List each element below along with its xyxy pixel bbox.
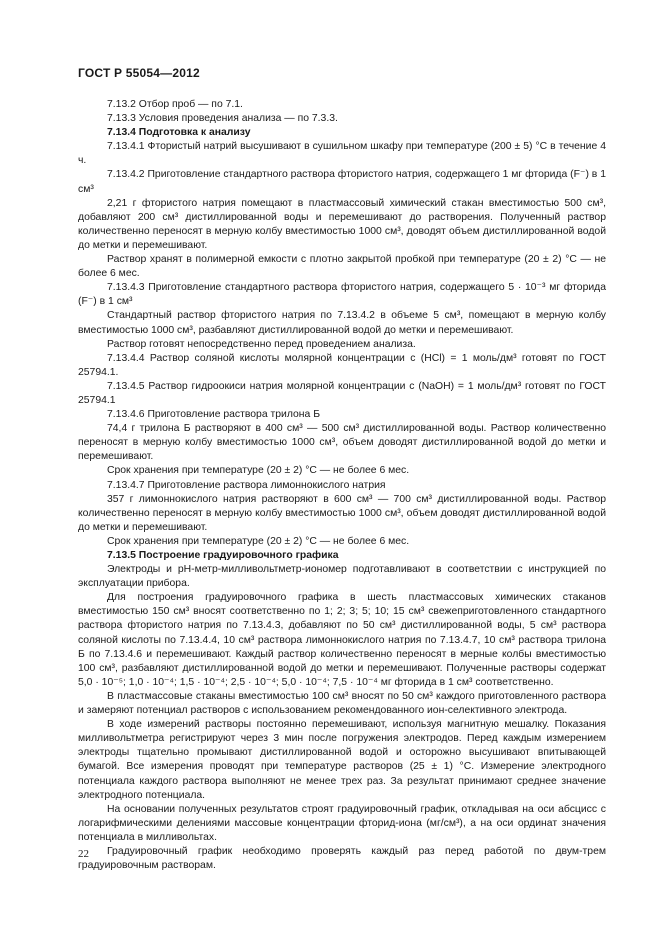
paragraph-7-13-4-1: 7.13.4.1 Фтористый натрий высушивают в сушильном шкафу при температуре (200 ± 5) °C в течение 4 ч. [78,141,606,167]
paragraph-storage-conditions: Раствор хранят в полимерной емкости с плотно закрытой пробкой при температуре (20 ± 2) °C — не более 6 мес. [78,254,606,280]
paragraph-calibration-solutions: Для построения градуировочного графика в шесть пластмассовых химических стаканов вместимостью 150 см³ вносят соответственно по 1; 2; 3; 5; 10; 15 см³ свежеприготовленного стандартного раствора фтористого натрия по 7.13.4.3, добавляют по 50 см³ дистиллированной воды, 5 см³ раствора соляной кислоты по 7.13.4.4, 10 см³ раствора лимоннокислого натрия по 7.13.4.7, 10 см³ раствора трилона Б по 7.13.4.6 и перемешивают. Каждый раствор количественно переносят в мерные колбы вместимостью 100 см³, разбавляют дистиллированной водой до метки и перемешивают. Полученные растворы содержат 5,0 · 10⁻⁵; 1,0 · 10⁻⁴; 1,5 · 10⁻⁴; 2,5 · 10⁻⁴; 5,0 · 10⁻⁴; 7,5 · 10⁻⁴ мг фторида в 1 см³ соответственно. [78,592,606,688]
page-number: 22 [78,848,89,860]
paragraph-standard-solution-prep: 2,21 г фтористого натрия помещают в пластмассовый химический стакан вместимостью 500 см³, добавляют 200 см³ дистиллированной воды и перемешивают до растворения. Полученный раствор количественно переносят в мерную колбу вместимостью 1000 см³, доводят объем дистиллированной водой до метки и перемешивают. [78,197,606,251]
paragraph-7-13-4-7: 7.13.4.7 Приготовление раствора лимоннокислого натрия [107,479,386,491]
paragraph-7-13-4-3: 7.13.4.3 Приготовление стандартного раствора фтористого натрия, содержащего 5 · 10⁻³ мг фторида (F⁻) в 1 см³ [78,282,606,308]
paragraph-citrate-storage: Срок хранения при температуре (20 ± 2) °C — не более 6 мес. [107,535,410,547]
section-heading-7-13-5: 7.13.5 Построение градуировочного графика [107,550,339,561]
paragraph-measurement-procedure: В ходе измерений растворы постоянно перемешивают, используя магнитную мешалку. Показания милливольтметра регистрируют через 3 мин после погружения электродов. Перед каждым измерением электроды тщательно промывают дистиллированной водой и осторожно высушивают впитывающей бумагой. Все измерения проводят при температуре растворов (25 ± 1) °C. Измерение электродного потенциала каждого раствора выполняют не менее трех раз. За результат принимают среднее значение электродного потенциала. [78,719,606,801]
paragraph-potential-measurement: В пластмассовые стаканы вместимостью 100 см³ вносят по 50 см³ каждого приготовленного раствора и замеряют потенциал растворов с использованием рекомендованного ион-селективного электрода. [78,690,606,717]
paragraph-7-13-3: 7.13.3 Условия проведения анализа — по 7.3.3. [107,113,338,125]
paragraph-7-13-2: 7.13.2 Отбор проб — по 7.1. [107,99,243,110]
paragraph-prepare-before-analysis: Раствор готовят непосредственно перед проведением анализа. [107,338,416,350]
paragraph-7-13-4-5: 7.13.4.5 Раствор гидроокиси натрия молярной концентрации c (NaOH) = 1 моль/дм³ готовят по ГОСТ 25794.1 [78,380,606,406]
document-body [78,98,606,873]
paragraph-dilution: Стандартный раствор фтористого натрия по 7.13.4.2 в объеме 5 см³, помещают в мерную колбу вместимостью 1000 см³, разбавляют дистиллированной водой до метки и перемешивают. [78,310,606,336]
section-heading-7-13-4: 7.13.4 Подготовка к анализу [107,127,251,139]
paragraph-7-13-4-6: 7.13.4.6 Приготовление раствора трилона Б [107,409,321,421]
paragraph-7-13-4-4: 7.13.4.4 Раствор соляной кислоты молярной концентрации c (HCl) = 1 моль/дм³ готовят по ГОСТ 25794.1. [78,352,606,378]
paragraph-citrate-prep: 357 г лимоннокислого натрия растворяют в 600 см³ — 700 см³ дистиллированной воды. Раствор количественно переносят в мерную колбу вместимостью 1000 см³, объем доводят дистиллированной водой до метки и перемешивают. [78,493,606,533]
document-header: ГОСТ Р 55054—2012 [78,66,200,80]
paragraph-trilon-prep: 74,4 г трилона Б растворяют в 400 см³ — 500 см³ дистиллированной воды. Раствор количественно переносят в мерную колбу вместимостью 1000 см³, объем доводят дистиллированной водой до метки и перемешивают. [78,423,606,463]
paragraph-electrodes: Электроды и рН-метр-милливольтметр-иономер подготавливают в соответствии с инструкцией по эксплуатации прибора. [78,564,606,590]
paragraph-7-13-4-2: 7.13.4.2 Приготовление стандартного раствора фтористого натрия, содержащего 1 мг фторида (F⁻) в 1 см³ [78,169,606,195]
paragraph-graph-verification: Градуировочный график необходимо проверять каждый раз перед работой по двум-трем градуировочным растворам. [78,845,606,872]
paragraph-trilon-storage: Срок хранения при температуре (20 ± 2) °C — не более 6 мес. [107,465,410,477]
paragraph-graph-construction: На основании полученных результатов строят градуировочный график, откладывая на оси абсцисс с логарифмическими делениями массовые концентрации фторид-иона (мг/см³), а на оси ординат значения потенциала в милливольтах. [78,803,606,843]
